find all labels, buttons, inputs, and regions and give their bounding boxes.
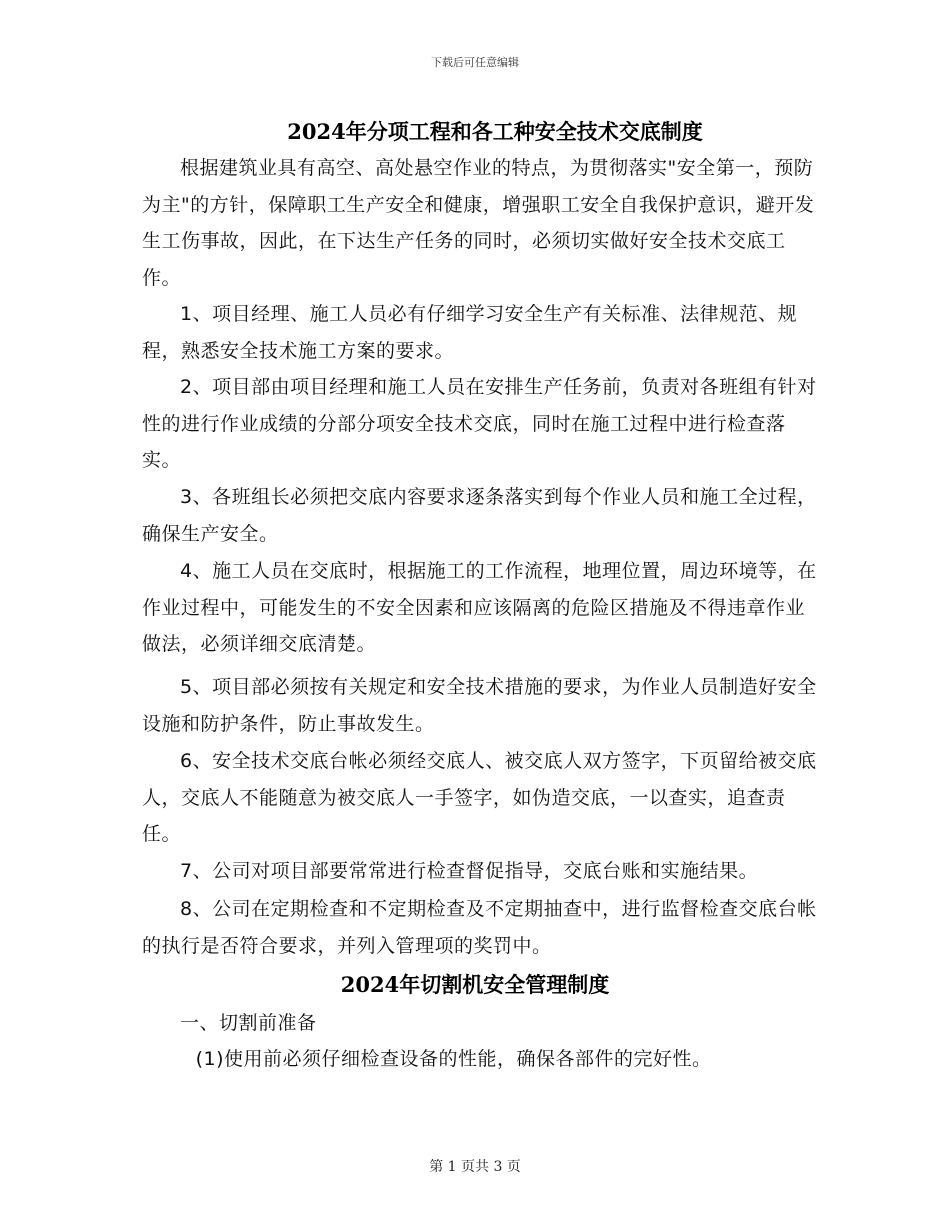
- section-title: 2024年切割机安全管理制度: [340, 972, 610, 997]
- clause-2: 2、项目部由项目经理和施工人员在安排生产任务前，负责对各班组有针对性的进行作业成绩的分部分项安全技术交底，同时在施工过程中进行检查落实。: [142, 376, 817, 471]
- clause-3: 3、各班组长必须把交底内容要求逐条落实到每个作业人员和施工全过程，确保生产安全。: [142, 486, 817, 545]
- clause-8: 8、公司在定期检查和不定期检查及不定期抽查中，进行监督检查交底台帐的执行是否符合要求，并列入管理项的奖罚中。: [142, 898, 817, 957]
- intro-paragraph: 根据建筑业具有高空、高处悬空作业的特点，为贯彻落实"安全第一，预防为主"的方针，保障职工生产安全和健康，增强职工安全自我保护意识，避开发生工伤事故，因此，在下达生产任务的同时，必须切实做好安全技术交底工作。: [142, 157, 815, 289]
- clause-4: 4、施工人员在交底时，根据施工的工作流程，地理位置，周边环境等，在作业过程中，可能发生的不安全因素和应该隔离的危险区措施及不得违章作业做法，必须详细交底清楚。: [142, 560, 817, 655]
- subsection-item: (1)使用前必须仔细检查设备的性能，确保各部件的完好性。: [195, 1048, 712, 1070]
- page-footer: 第 1 页共 3 页: [429, 1159, 521, 1175]
- page-header: 下载后可任意编辑: [431, 56, 519, 69]
- subsection-heading: 一、切割前准备: [180, 1012, 317, 1034]
- clause-6: 6、安全技术交底台帐必须经交底人、被交底人双方签字，下页留给被交底人，交底人不能随意为被交底人一手签字，如伪造交底，一以查实，追查责任。: [142, 750, 817, 845]
- clause-1: 1、项目经理、施工人员必有仔细学习安全生产有关标准、法律规范、规程，熟悉安全技术施工方案的要求。: [142, 303, 798, 362]
- clause-7: 7、公司对项目部要常常进行检查督促指导，交底台账和实施结果。: [180, 860, 759, 882]
- document-title: 2024年分项工程和各工种安全技术交底制度: [287, 119, 703, 144]
- clause-5: 5、项目部必须按有关规定和安全技术措施的要求，为作业人员制造好安全设施和防护条件，防止事故发生。: [142, 676, 817, 735]
